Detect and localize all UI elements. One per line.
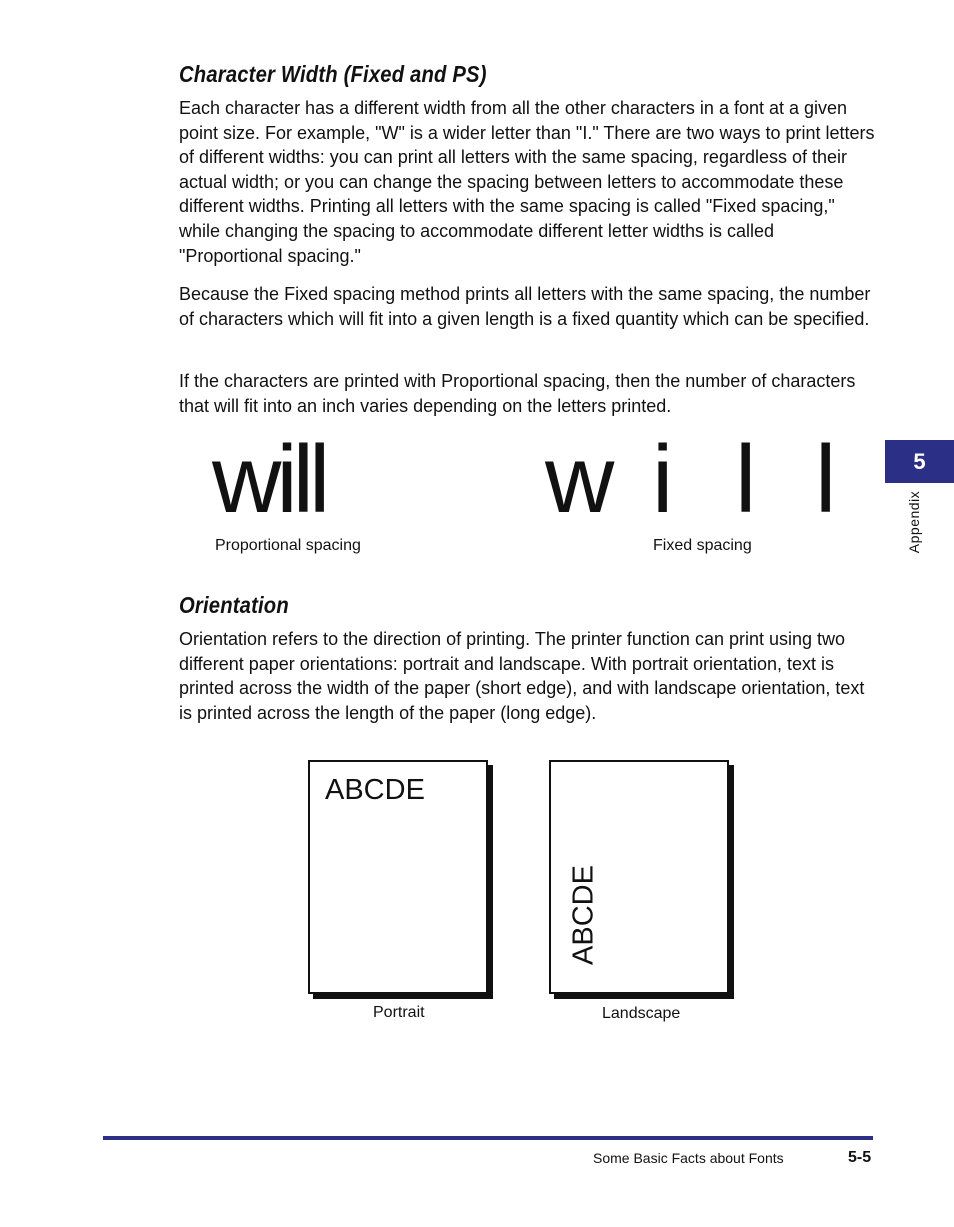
landscape-caption: Landscape (602, 1005, 681, 1022)
chapter-number: 5 (913, 448, 926, 474)
paragraph-char-width-2: Because the Fixed spacing method prints all letters with the same spacing, the number of characters which will fit into a given length is a fixed quantity which can be specified. (179, 284, 871, 329)
portrait-sample-text: ABCDE (325, 774, 425, 806)
fixed-letter-i: i (652, 426, 674, 533)
section-heading-character-width: Character Width (Fixed and PS) (179, 61, 487, 87)
fixed-letter-l-1: l (735, 426, 757, 533)
fixed-spacing-sample (0, 426, 954, 533)
proportional-spacing-caption: Proportional spacing (215, 537, 361, 554)
fixed-letter-w: w (545, 426, 615, 533)
fixed-letter-l-2: l (815, 426, 837, 533)
section-heading-orientation: Orientation (179, 592, 289, 618)
footer-title: Some Basic Facts about Fonts (593, 1150, 784, 1166)
fixed-spacing-caption: Fixed spacing (653, 537, 752, 554)
proportional-spacing-sample: will (212, 426, 326, 533)
chapter-tab (885, 440, 954, 483)
page-number: 5-5 (848, 1149, 872, 1166)
portrait-page-illustration (308, 760, 488, 994)
paragraph-char-width-3: If the characters are printed with Proportional spacing, then the number of characters that will fit into an inch varies depending on the letters printed. (179, 371, 856, 416)
chapter-tab-label: Appendix (906, 490, 922, 554)
paragraph-char-width-1: Each character has a different width from all the other characters in a font at a given point size. For example, "W" is a wider letter than "I." There are two ways to print letters of different widths: you can print all letters with the same spacing, regardless of their actual width; or you can change the spacing between letters to accommodate these different widths. Printing all letters with the same spacing is called "Fixed spacing," while changing the spacing to accommodate different letter widths is called "Proportional spacing." (179, 98, 875, 266)
paragraph-orientation: Orientation refers to the direction of printing. The printer function can print using two different paper orientations: portrait and landscape. With portrait orientation, text is printed across the width of the paper (short edge), and with landscape orientation, text is printed across the length of the paper (long edge). (179, 629, 865, 723)
landscape-sample-text: ABCDE (567, 865, 600, 965)
portrait-caption: Portrait (373, 1004, 425, 1021)
footer-rule (103, 1136, 873, 1140)
landscape-page-illustration (549, 760, 729, 994)
